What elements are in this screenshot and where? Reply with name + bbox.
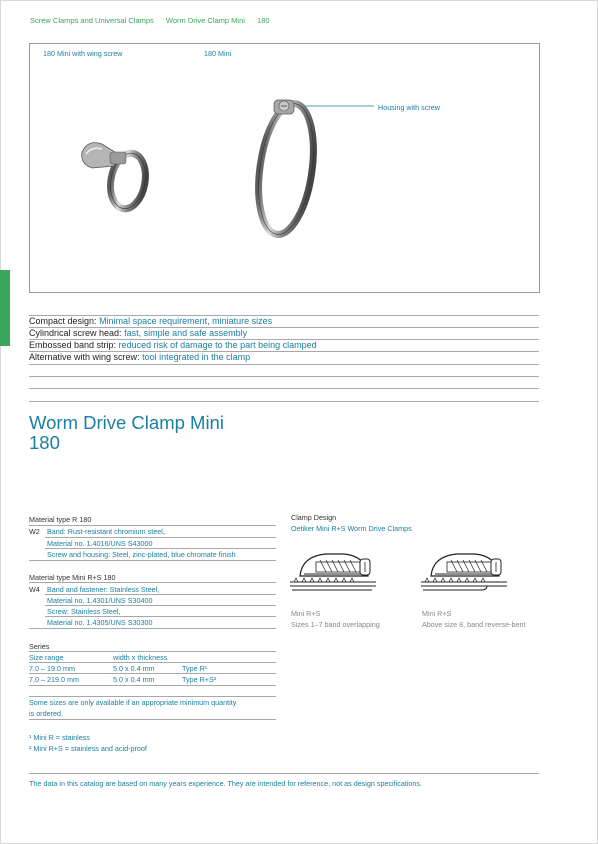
feature-label: Cylindrical screw head: — [29, 328, 122, 338]
feature-label: Compact design: — [29, 316, 97, 326]
feature-text: Minimal space requirement, miniature sizes — [99, 316, 273, 326]
footnote-2: ² Mini R+S = stainless and acid-proof — [29, 744, 147, 753]
feature-screw-head — [29, 328, 247, 338]
feature-band-strip — [29, 340, 317, 350]
rule — [45, 616, 276, 617]
section-tab — [0, 270, 10, 346]
clamp-diagram-overlapping — [290, 554, 376, 590]
breadcrumb-number: 180 — [257, 16, 270, 25]
feature-label: Embossed band strip: — [29, 340, 117, 350]
clamp-design-heading: Clamp Design — [291, 513, 337, 522]
breadcrumb-product[interactable]: Worm Drive Clamp Mini — [165, 16, 245, 25]
series-col-width: width x thickness — [113, 653, 168, 662]
wing-clamp-image — [82, 143, 150, 212]
rule — [29, 685, 276, 686]
rule — [29, 376, 539, 377]
feature-compact — [29, 316, 272, 326]
rule — [29, 773, 539, 774]
disclaimer: The data in this catalog are based on many years experience. They are intended for reference, not as design specifications. — [29, 779, 423, 788]
rule — [29, 525, 276, 526]
material-rs-row: Material no. 1.4301/UNS S30400 — [47, 596, 153, 605]
rule — [45, 594, 276, 595]
series-size: 7.0 – 19.0 mm — [29, 664, 75, 673]
figure-callout: Housing with screw — [378, 103, 440, 112]
clamp-illustration — [30, 44, 539, 292]
availability-note-line1: Some sizes are only available if an appropriate minimum quantity — [29, 698, 237, 707]
figure-label-wing: 180 Mini with wing screw — [43, 49, 123, 58]
feature-text: tool integrated in the clamp — [142, 352, 251, 362]
rule — [29, 401, 539, 402]
clamp-right-desc: Above size 8, band reverse-bent — [422, 620, 526, 629]
rule — [45, 605, 276, 606]
clamp-right-name: Mini R+S — [422, 609, 452, 618]
rule — [45, 537, 276, 538]
material-r-code: W2 — [29, 527, 40, 536]
material-r-row: Band: Rust-resistant chromium steel, — [47, 527, 165, 536]
material-rs-code: W4 — [29, 585, 40, 594]
feature-text: reduced risk of damage to the part being clamped — [118, 340, 317, 350]
footnote-1: ¹ Mini R = stainless — [29, 733, 90, 742]
material-r-row: Screw and housing: Steel, zinc-plated, blue chromate finish — [47, 550, 236, 559]
series-type: Type R¹ — [182, 664, 208, 673]
rule — [29, 628, 276, 629]
series-heading: Series — [29, 642, 50, 651]
breadcrumb-section[interactable]: Screw Clamps and Universal Clamps — [30, 16, 154, 25]
rule — [29, 560, 276, 561]
series-size: 7.0 – 219.0 mm — [29, 675, 79, 684]
feature-text: fast, simple and safe assembly — [124, 328, 248, 338]
rule — [45, 548, 276, 549]
clamp-diagram-reverse-bent — [421, 554, 507, 590]
material-r-row: Material no. 1.4016/UNS S43000 — [47, 539, 153, 548]
rule — [29, 719, 276, 720]
product-figure — [29, 43, 540, 293]
series-col-size: Size range — [29, 653, 64, 662]
page-title-line1: Worm Drive Clamp Mini — [29, 412, 224, 433]
rule — [29, 662, 276, 663]
feature-wing-screw — [29, 352, 250, 362]
rule — [29, 582, 276, 583]
clamp-left-desc: Sizes 1–7 band overlapping — [291, 620, 380, 629]
availability-note-line2: is ordered. — [29, 709, 63, 718]
feature-label: Alternative with wing screw: — [29, 352, 140, 362]
rule — [29, 696, 276, 697]
page-title-line2: 180 — [29, 432, 60, 453]
clamp-design-diagrams — [290, 550, 550, 606]
material-rs-row: Screw: Stainless Steel, — [47, 607, 121, 616]
rule — [29, 651, 276, 652]
series-type: Type R+S² — [182, 675, 217, 684]
material-rs-row: Material no. 1.4305/UNS S30300 — [47, 618, 153, 627]
rule — [29, 388, 539, 389]
rule — [29, 364, 539, 365]
clamp-left-name: Mini R+S — [291, 609, 321, 618]
page-title — [29, 413, 224, 453]
mini-clamp-image — [251, 100, 321, 238]
rule — [29, 673, 276, 674]
breadcrumb — [30, 16, 280, 25]
series-width: 5.0 x 0.4 mm — [113, 664, 155, 673]
material-rs-heading: Material type Mini R+S 180 — [29, 573, 116, 582]
figure-label-mini: 180 Mini — [204, 49, 232, 58]
material-rs-row: Band and fastener: Stainless Steel, — [47, 585, 160, 594]
clamp-design-subheading: Oetiker Mini R+S Worm Drive Clamps — [291, 524, 412, 533]
material-r-heading: Material type R 180 — [29, 515, 92, 524]
series-width: 5.0 x 0.4 mm — [113, 675, 155, 684]
